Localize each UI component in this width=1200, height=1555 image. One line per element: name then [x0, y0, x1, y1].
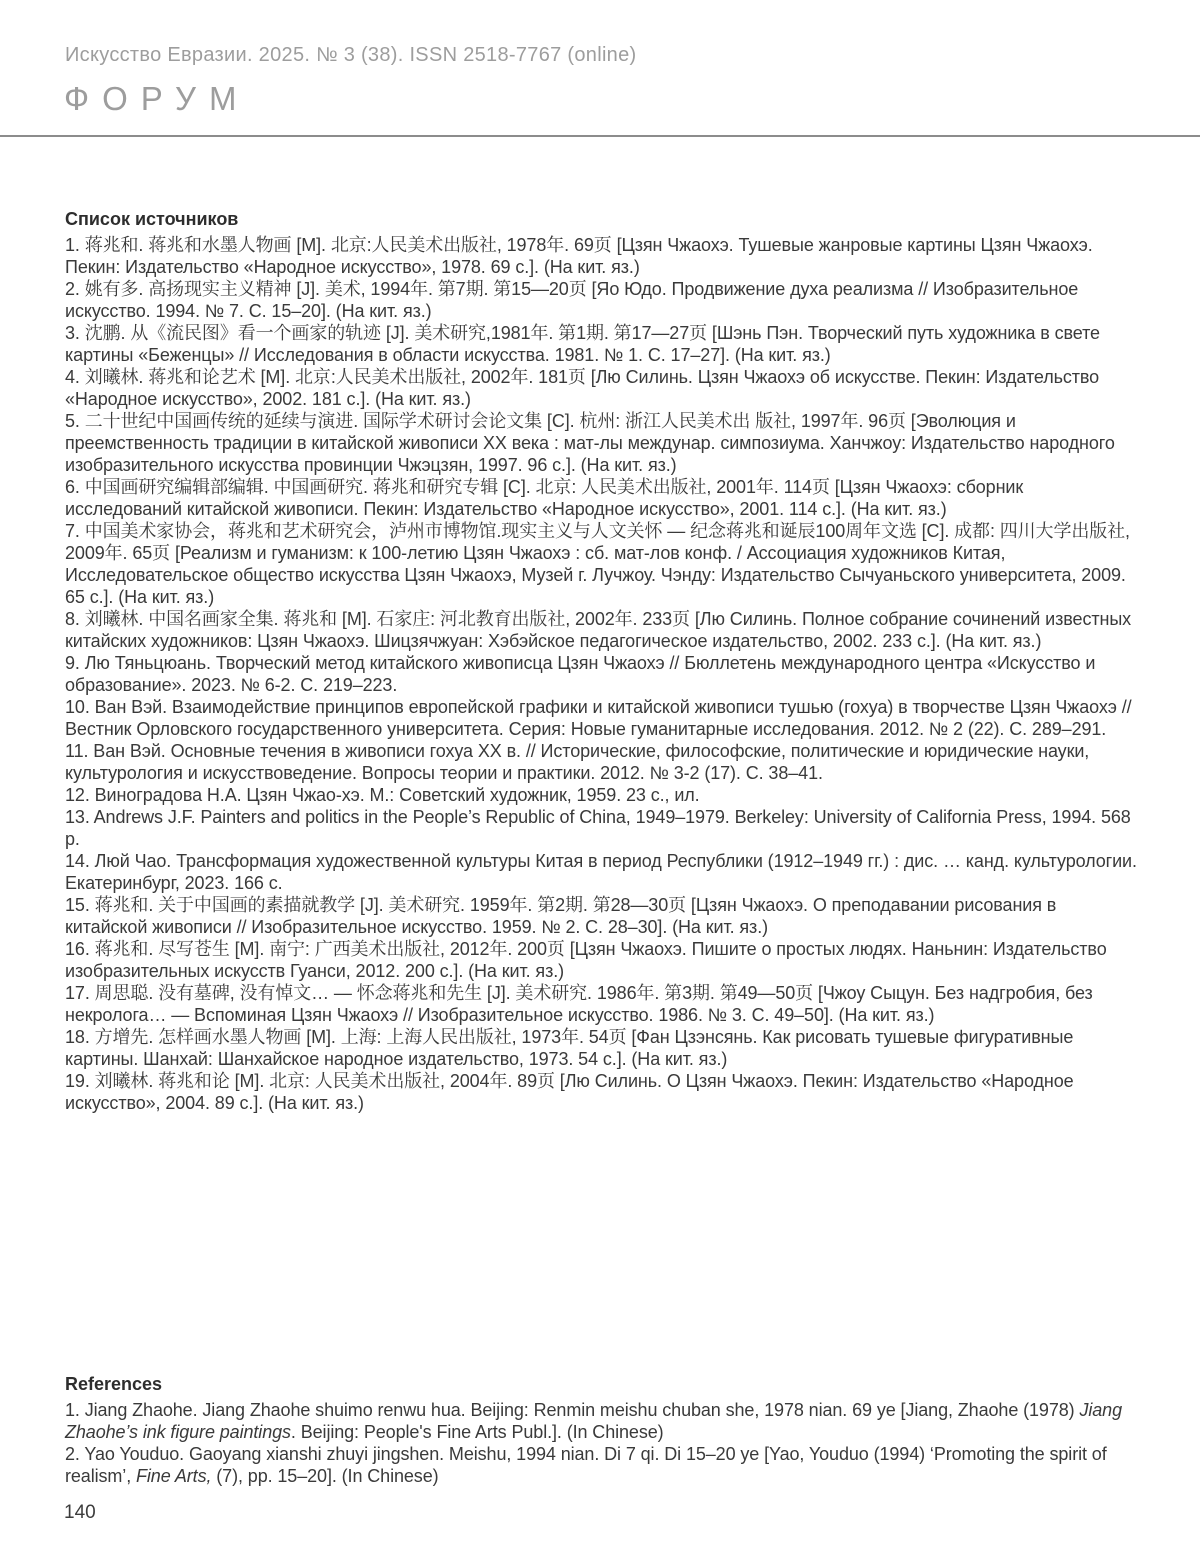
section-title-forum: ФОРУМ: [64, 80, 250, 117]
source-entry: 14. Люй Чао. Трансформация художественной культуры Китая в период Республики (1912–1949 гг.) : дис. … канд. культурологии. Екатеринбург, 2023. 166 с.: [65, 851, 1137, 893]
header-divider: [0, 135, 1200, 137]
source-entry: 15. 蒋兆和. 关于中国画的素描就教学 [J]. 美术研究. 1959年. 第2期. 第28—30页 [Цзян Чжаохэ. О преподавании рисования в китайской живописи // Изобразительное искусство. 1959. № 2. С. 28–30]. (На кит. яз.): [65, 895, 1057, 937]
references-heading: References: [65, 1374, 163, 1394]
source-entry: 2. 姚有多. 高扬现实主义精神 [J]. 美术, 1994年. 第7期. 第15—20页 [Яо Юдо. Продвижение духа реализма // Изобразительное искусство. 1994. № 7. С. 15–20]. (На кит. яз.): [65, 279, 1079, 321]
source-entry: 11. Ван Вэй. Основные течения в живописи гохуа XX в. // Исторические, философские, политические и юридические науки, культурология и искусствоведение. Вопросы теории и практики. 2012. № 3-2 (17). С. 38–41.: [65, 741, 1090, 783]
sources-heading: Список источников: [65, 209, 239, 229]
references-section: [65, 1373, 1143, 1487]
page-number: 140: [64, 1502, 96, 1523]
sources-list: [65, 234, 1143, 1114]
reference-entry: [65, 1443, 1143, 1487]
source-entry: 12. Виноградова Н.А. Цзян Чжао-хэ. М.: Советский художник, 1959. 23 с., ил.: [65, 785, 700, 805]
reference-entry: [65, 1399, 1143, 1443]
source-entry: 8. 刘曦林. 中国名画家全集. 蒋兆和 [M]. 石家庄: 河北教育出版社, 2002年. 233页 [Лю Силинь. Полное собрание сочинений известных китайских художников: Цзян Чжаохэ. Шицзячжуан: Хэбэйское педагогическое издательство, 2002. 233 с.]. (На кит. яз.): [65, 609, 1132, 651]
reference-title-italic: Jiang Zhaohe’s ink figure paintings: [65, 1400, 1123, 1442]
reference-text: 1. Jiang Zhaohe. Jiang Zhaohe shuimo renwu hua. Beijing: Renmin meishu chuban she, 1978 nian. 69 ye [Jiang, Zhaohe (1978): [65, 1400, 1080, 1420]
source-entry: 17. 周思聪. 没有墓碑, 没有悼文… — 怀念蒋兆和先生 [J]. 美术研究. 1986年. 第3期. 第49—50页 [Чжоу Сыцун. Без надгробия, без некролога… — Вспоминая Цзян Чжаохэ // Изобразительное искусство. 1986. № 3. С. 49–50]. (На кит. яз.): [65, 983, 1093, 1025]
source-entry: 9. Лю Тяньцюань. Творческий метод китайского живописца Цзян Чжаохэ // Бюллетень международного центра «Искусство и образование». 2023. № 6-2. С. 219–223.: [65, 653, 1096, 695]
source-entry: 6. 中国画研究编辑部编辑. 中国画研究. 蒋兆和研究专辑 [C]. 北京: 人民美术出版社, 2001年. 114页 [Цзян Чжаохэ: сборник исследований китайской живописи. Пекин: Издательство «Народное искусство», 2001. 114 с.]. (На кит. яз.): [65, 477, 1024, 519]
source-entry: 1. 蒋兆和. 蒋兆和水墨人物画 [M]. 北京:人民美术出版社, 1978年. 69页 [Цзян Чжаохэ. Тушевые жанровые картины Цзян Чжаохэ. Пекин: Издательство «Народное искусство», 1978. 69 с.]. (На кит. яз.): [65, 235, 1093, 277]
reference-text: 2. Yao Youduo. Gaoyang xianshi zhuyi jingshen. Meishu, 1994 nian. Di 7 qi. Di 15–20 ye [Yao, Youduo (1994) ‘Promoting the spirit of realism’,: [65, 1444, 1107, 1486]
source-entry: 13. Andrews J.F. Painters and politics in the People’s Republic of China, 1949–1979. Berkeley: University of California Press, 1994. 568 p.: [65, 807, 1131, 849]
source-entry: 5. 二十世纪中国画传统的延续与演进. 国际学术研讨会论文集 [C]. 杭州: 浙江人民美术出 版社, 1997年. 96页 [Эволюция и преемственность традиции в китайской живописи XX века : мат-лы междунар. симпозиума. Ханчжоу: Издательство народного изобразительного искусства провинции Чжэцзян, 1997. 96 с.]. (На кит. яз.): [65, 411, 1115, 475]
journal-issue-line: Искусство Евразии. 2025. № 3 (38). ISSN 2518-7767 (online): [65, 44, 637, 66]
reference-text: . Beijing: People's Fine Arts Publ.]. (In Chinese): [290, 1422, 664, 1442]
source-entry: 16. 蒋兆和. 尽写苍生 [M]. 南宁: 广西美术出版社, 2012年. 200页 [Цзян Чжаохэ. Пишите о простых людях. Наньнин: Издательство изобразительных искусств Гуанси, 2012. 200 с.]. (На кит. яз.): [65, 939, 1107, 981]
sources-section: [65, 208, 1143, 1114]
source-entry: 10. Ван Вэй. Взаимодействие принципов европейской графики и китайской живописи тушью (гохуа) в творчестве Цзян Чжаохэ // Вестник Орловского государственного университета. Серия: Новые гуманитарные исследования. 2012. № 2 (22). С. 289–291.: [65, 697, 1132, 739]
reference-text: (7), pp. 15–20]. (In Chinese): [211, 1466, 439, 1486]
references-list: [65, 1399, 1143, 1487]
source-entry: 7. 中国美术家协会，蒋兆和艺术研究会，泸州市博物馆.现实主义与人文关怀 — 纪念蒋兆和诞辰100周年文选 [C]. 成都: 四川大学出版社, 2009年. 65页 [Реализм и гуманизм: к 100-летию Цзян Чжаохэ : сб. мат-лов конф. / Ассоциация художников Китая, Исследовательское общество искусства Цзян Чжаохэ, Музей г. Лучжоу. Чэнду: Издательство Сычуаньского университета, 2009. 65 с.]. (На кит. яз.): [65, 521, 1130, 607]
source-entry: 18. 方增先. 怎样画水墨人物画 [M]. 上海: 上海人民出版社, 1973年. 54页 [Фан Цзэнсянь. Как рисовать тушевые фигуративные картины. Шанхай: Шанхайское народное издательство, 1973. 54 с.]. (На кит. яз.): [65, 1027, 1074, 1069]
source-entry: 3. 沈鹏. 从《流民图》看一个画家的轨迹 [J]. 美术研究,1981年. 第1期. 第17—27页 [Шэнь Пэн. Творческий путь художника в свете картины «Беженцы» // Исследования в области искусства. 1981. № 1. С. 17–27]. (На кит. яз.): [65, 323, 1100, 365]
reference-title-italic: Fine Arts,: [136, 1466, 212, 1486]
source-entry: 4. 刘曦林. 蒋兆和论艺术 [M]. 北京:人民美术出版社, 2002年. 181页 [Лю Силинь. Цзян Чжаохэ об искусстве. Пекин: Издательство «Народное искусство», 2002. 181 с.]. (На кит. яз.): [65, 367, 1100, 409]
source-entry: 19. 刘曦林. 蒋兆和论 [M]. 北京: 人民美术出版社, 2004年. 89页 [Лю Силинь. О Цзян Чжаохэ. Пекин: Издательство «Народное искусство», 2004. 89 с.]. (На кит. яз.): [65, 1071, 1074, 1113]
